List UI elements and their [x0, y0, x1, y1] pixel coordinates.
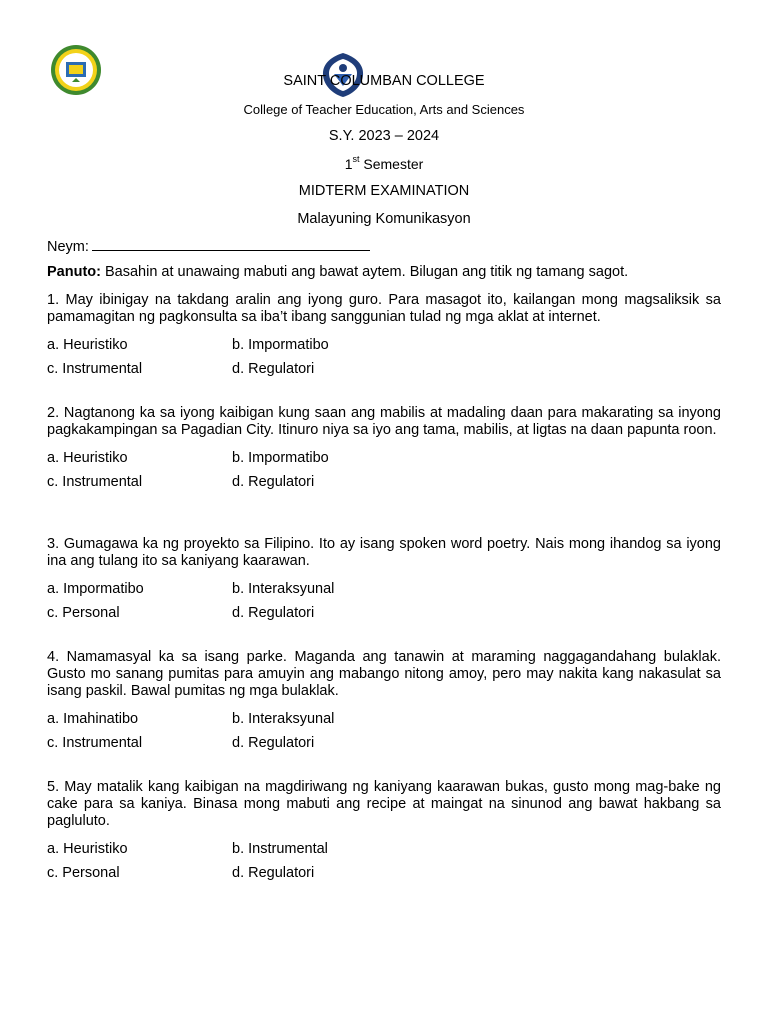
instructions-label: Panuto: — [47, 264, 101, 280]
semester-suffix: st — [352, 153, 360, 164]
option-a[interactable]: a. Imahinatibo — [47, 711, 139, 727]
question-stem: 4. Namamasyal ka sa isang parke. Maganda ang tanawin at maraming naggagandahang bulaklak. Gusto mo sanang pumitas para amuyin ang mabango nitong amoy, pero may nakita kang nakasulat sa isang paskil. Bawal pumitas ng mga bulaklak. — [47, 649, 721, 699]
option-c[interactable]: c. Personal — [47, 605, 120, 621]
name-label: Neym: — [47, 239, 89, 255]
question-5 — [47, 779, 721, 885]
options-group — [47, 333, 721, 381]
option-c[interactable]: c. Instrumental — [47, 361, 143, 377]
question-stem: 3. Gumagawa ka ng proyekto sa Filipino. Ito ay isang spoken word poetry. Nais mong ihandog sa iyong ina ang tulang ito sa kaniyang kaarawan. — [47, 536, 721, 569]
question-2 — [47, 405, 721, 494]
question-stem: 1. May ibinigay na takdang aralin ang iyong guro. Para masagot ito, kailangan mong magsaliksik sa pamamagitan ng pagkonsulta sa iba’t ibang sanggunian tulad ng mga aklat at internet. — [47, 292, 721, 325]
question-3 — [47, 536, 721, 625]
options-group — [47, 707, 721, 755]
option-d[interactable]: d. Regulatori — [232, 735, 315, 751]
exam-title: MIDTERM EXAMINATION — [298, 183, 470, 199]
option-c[interactable]: c. Instrumental — [47, 474, 143, 490]
option-d[interactable]: d. Regulatori — [232, 865, 315, 881]
option-b[interactable]: b. Impormatibo — [232, 450, 329, 466]
options-group — [47, 577, 721, 625]
question-stem: 5. May matalik kang kaibigan na magdiriwang ng kaniyang kaarawan bukas, gusto mong mag-bake ng cake para sa kaniya. Binasa mong mabuti ang recipe at maingat na sinunod ang bawat hakbang sa pagluluto. — [47, 779, 721, 829]
option-c[interactable]: c. Personal — [47, 865, 120, 881]
option-d[interactable]: d. Regulatori — [232, 474, 315, 490]
name-line — [47, 236, 721, 255]
question-stem: 2. Nagtanong ka sa iyong kaibigan kung saan ang mabilis at madaling daan para makarating sa inyong pagkakampingan sa Pagadian City. Itinuro niya sa iyo ang tama, mabilis, at ligtas na daan papunta roon. — [47, 405, 721, 438]
semester-number: 1 — [344, 155, 353, 172]
option-a[interactable]: a. Impormatibo — [47, 581, 144, 597]
option-a[interactable]: a. Heuristiko — [47, 841, 128, 857]
option-a[interactable]: a. Heuristiko — [47, 450, 128, 466]
options-group — [47, 837, 721, 885]
option-d[interactable]: d. Regulatori — [232, 361, 315, 377]
subject-name: Malayuning Komunikasyon — [297, 210, 471, 227]
option-c[interactable]: c. Instrumental — [47, 735, 143, 751]
option-d[interactable]: d. Regulatori — [232, 605, 315, 621]
school-year: S.Y. 2023 – 2024 — [328, 128, 440, 144]
options-group — [47, 446, 721, 494]
school-name: SAINT COLUMBAN COLLEGE — [283, 73, 485, 89]
exam-header — [0, 68, 768, 233]
instructions-text: Basahin at unawaing mabuti ang bawat aytem. Bilugan ang titik ng tamang sagot. — [105, 264, 629, 280]
college-name: College of Teacher Education, Arts and Sciences — [243, 101, 525, 117]
question-4 — [47, 649, 721, 755]
option-b[interactable]: b. Interaksyunal — [232, 581, 335, 597]
option-b[interactable]: b. Interaksyunal — [232, 711, 335, 727]
option-a[interactable]: a. Heuristiko — [47, 337, 128, 353]
instructions — [47, 264, 721, 280]
semester-word: Semester — [363, 155, 424, 172]
name-blank[interactable] — [92, 236, 370, 251]
option-b[interactable]: b. Instrumental — [232, 841, 328, 857]
semester — [0, 151, 768, 179]
option-b[interactable]: b. Impormatibo — [232, 337, 329, 353]
question-1 — [47, 292, 721, 381]
